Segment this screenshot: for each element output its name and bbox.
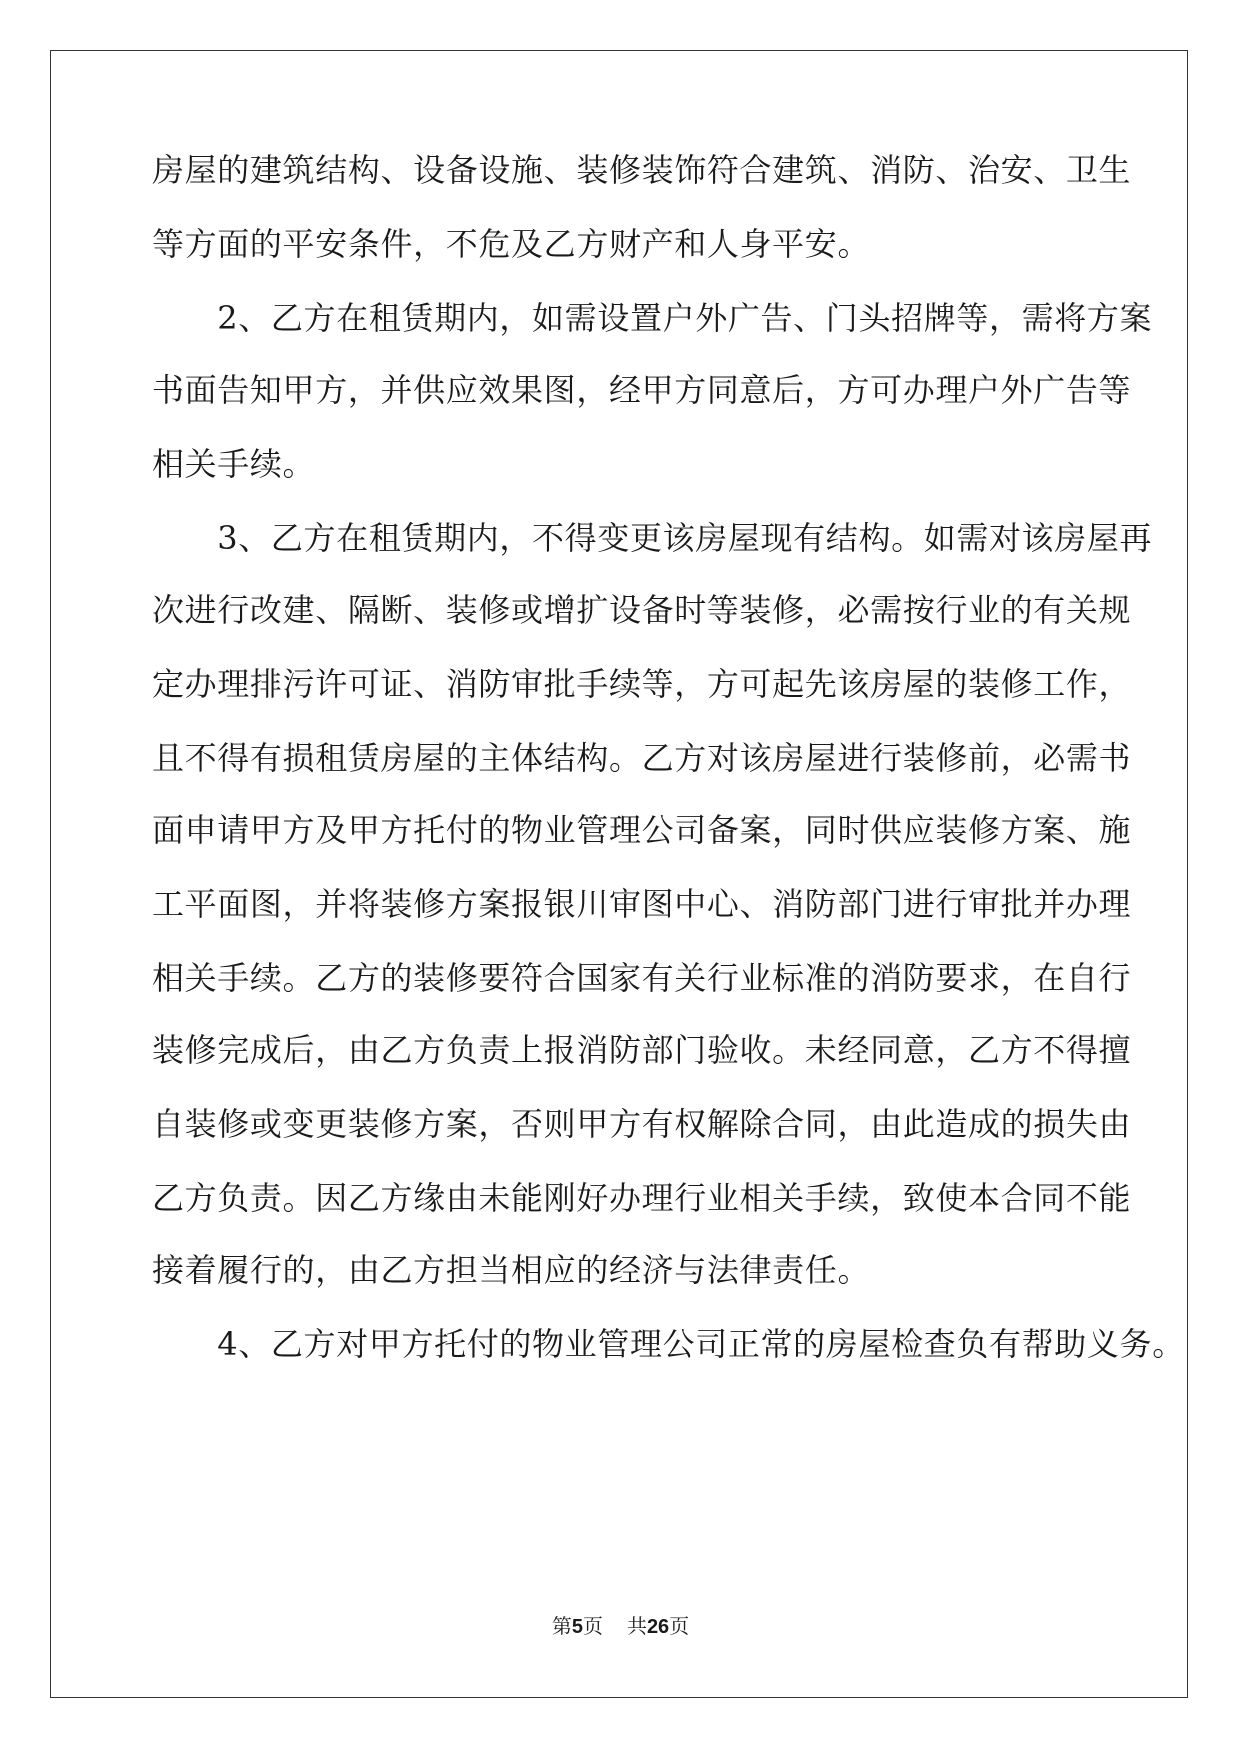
text-line: 2、乙方在租赁期内，如需设置户外广告、门头招牌等，需将方案: [152, 299, 1153, 337]
text-line: 工平面图，并将装修方案报银川审图中心、消防部门进行审批并办理: [152, 885, 1132, 923]
text-line: 装修完成后，由乙方负责上报消防部门验收。未经同意，乙方不得擅: [152, 1031, 1132, 1069]
page-number: 5: [571, 1616, 583, 1638]
text-line: 相关手续。乙方的装修要符合国家有关行业标准的消防要求，在自行: [152, 959, 1132, 997]
text-line: 面申请甲方及甲方托付的物业管理公司备案，同时供应装修方案、施: [152, 811, 1132, 849]
total-suffix: 页: [669, 1614, 690, 1638]
total-prefix: 共: [626, 1614, 647, 1638]
text-line: 3、乙方在租赁期内，不得变更该房屋现有结构。如需对该房屋再: [152, 519, 1153, 557]
text-line: 定办理排污许可证、消防审批手续等，方可起先该房屋的装修工作，: [152, 665, 1132, 703]
text-line: 次进行改建、隔断、装修或增扩设备时等装修，必需按行业的有关规: [152, 591, 1132, 629]
page-footer: [0, 1610, 1241, 1639]
text-line: 4、乙方对甲方托付的物业管理公司正常的房屋检查负有帮助义务。: [152, 1325, 1185, 1363]
page-suffix: 页: [582, 1614, 603, 1638]
text-line: 书面告知甲方，并供应效果图，经甲方同意后，方可办理户外广告等: [152, 371, 1132, 409]
text-line: 相关手续。: [152, 445, 316, 483]
page-prefix: 第: [551, 1614, 572, 1638]
text-line: 且不得有损租赁房屋的主体结构。乙方对该房屋进行装修前，必需书: [152, 739, 1132, 777]
text-line: 自装修或变更装修方案，否则甲方有权解除合同，由此造成的损失由: [152, 1105, 1132, 1143]
total-pages: 26: [646, 1616, 670, 1638]
text-line: 等方面的平安条件，不危及乙方财产和人身平安。: [152, 225, 871, 263]
text-line: 乙方负责。因乙方缘由未能刚好办理行业相关手续，致使本合同不能: [152, 1179, 1132, 1217]
text-line: 接着履行的，由乙方担当相应的经济与法律责任。: [152, 1251, 871, 1289]
text-line: 房屋的建筑结构、设备设施、装修装饰符合建筑、消防、治安、卫生: [152, 151, 1132, 189]
